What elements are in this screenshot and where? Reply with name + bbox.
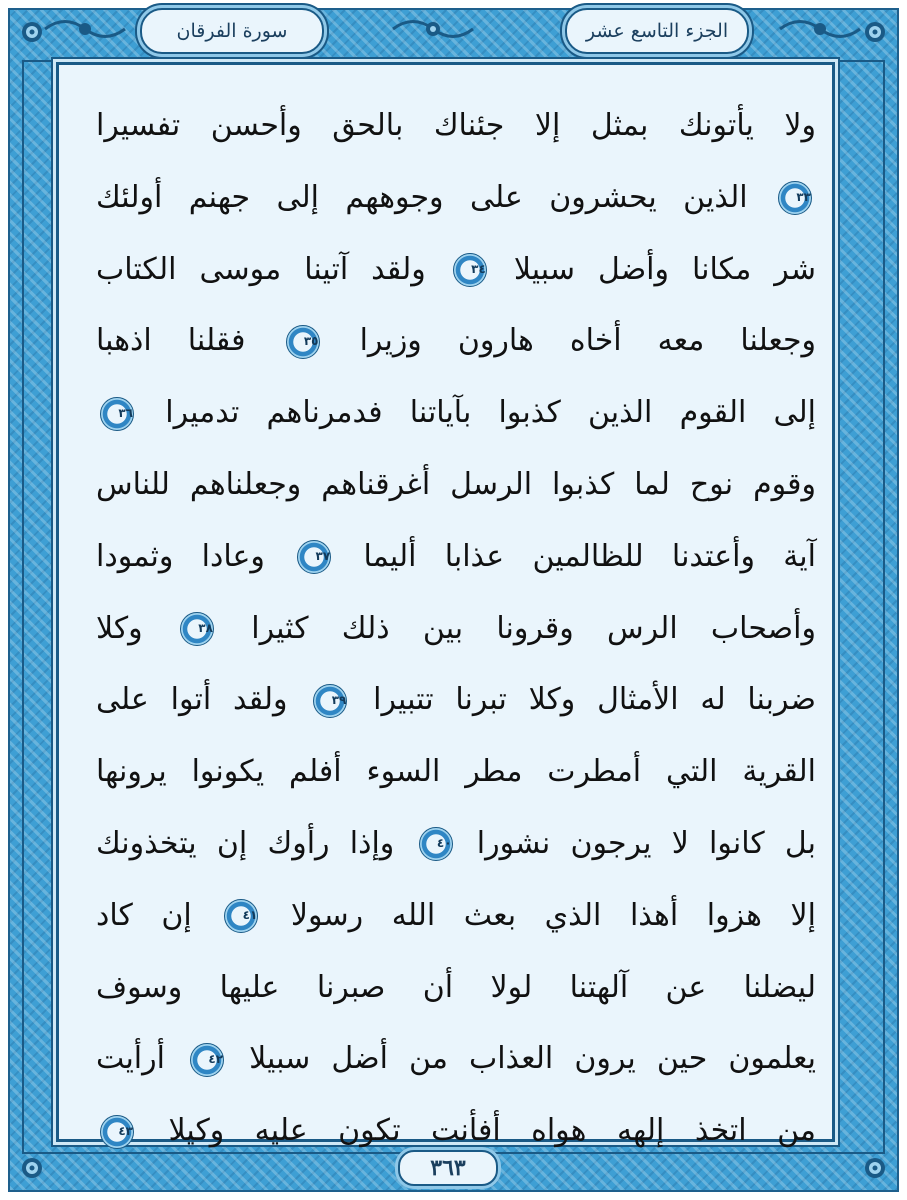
verse-text: ولقد أتوا على bbox=[96, 682, 288, 718]
verse-text: وإذا رأوك إن يتخذونك bbox=[96, 825, 395, 861]
verse-text: بل كانوا لا يرجون نشورا bbox=[476, 825, 816, 861]
verse-text: فقلنا اذهبا bbox=[96, 323, 246, 359]
page-number: ٣٦٣ bbox=[398, 1150, 498, 1186]
juz-title: الجزء التاسع عشر bbox=[565, 8, 749, 54]
verse-line bbox=[96, 305, 816, 377]
verse-text: أرأيت bbox=[96, 1041, 165, 1077]
verse-line bbox=[96, 521, 816, 593]
verse-text: من اتخذ إلهه هواه أفأنت تكون عليه وكيلا bbox=[168, 1113, 816, 1149]
ayah-number-marker: ٣٦ bbox=[100, 397, 134, 431]
ayah-number-marker: ٣٧ bbox=[297, 540, 331, 574]
ayah-number-marker: ٤٢ bbox=[190, 1043, 224, 1077]
verse-text: إن كاد bbox=[96, 897, 192, 933]
floral-ornament-icon bbox=[388, 14, 478, 44]
verse-text: ولقد آتينا موسى الكتاب bbox=[96, 251, 426, 287]
verse-line bbox=[96, 952, 816, 1024]
ayah-number-marker: ٤١ bbox=[224, 899, 258, 933]
verse-text: شر مكانا وأضل سبيلا bbox=[513, 251, 816, 287]
verse-line bbox=[96, 880, 816, 952]
verse-text: إلى القوم الذين كذبوا بآياتنا فدمرناهم تدميرا bbox=[165, 395, 816, 431]
verse-line bbox=[96, 90, 816, 162]
verse-text: القرية التي أمطرت مطر السوء أفلم يكونوا يرونها bbox=[96, 754, 816, 790]
verse-text: آية وأعتدنا للظالمين عذابا أليما bbox=[363, 538, 816, 574]
verse-text: وأصحاب الرس وقرونا بين ذلك كثيرا bbox=[251, 610, 816, 646]
verse-text: الذين يحشرون على وجوههم إلى جهنم أولئك bbox=[96, 179, 748, 215]
verse-line bbox=[96, 377, 816, 449]
ayah-number-marker: ٣٩ bbox=[313, 684, 347, 718]
verse-line bbox=[96, 664, 816, 736]
verse-line bbox=[96, 1023, 816, 1095]
ayah-number-marker: ٣٣ bbox=[778, 181, 812, 215]
verse-text: ولا يأتونك بمثل إلا جئناك بالحق وأحسن تفسيرا bbox=[96, 108, 816, 143]
verse-text: إلا هزوا أهذا الذي بعث الله رسولا bbox=[290, 897, 816, 933]
verse-line bbox=[96, 234, 816, 306]
floral-ornament-icon bbox=[775, 14, 865, 44]
verse-text: يعلمون حين يرون العذاب من أضل سبيلا bbox=[249, 1041, 816, 1077]
verse-line bbox=[96, 736, 816, 808]
surah-title: سورة الفرقان bbox=[140, 8, 324, 54]
verse-lines bbox=[96, 90, 816, 1167]
ayah-number-marker: ٤٠ bbox=[419, 827, 453, 861]
ayah-number-marker: ٣٤ bbox=[453, 253, 487, 287]
verse-line bbox=[96, 808, 816, 880]
floral-ornament-icon bbox=[40, 14, 130, 44]
ayah-number-marker: ٣٥ bbox=[286, 325, 320, 359]
verse-text: ليضلنا عن آلهتنا لولا أن صبرنا عليها وسوف bbox=[96, 969, 816, 1005]
corner-rosette-icon bbox=[863, 1156, 887, 1180]
verse-text: وجعلنا معه أخاه هارون وزيرا bbox=[359, 323, 817, 359]
verse-line bbox=[96, 449, 816, 521]
verse-text: وكلا bbox=[96, 610, 143, 646]
verse-line bbox=[96, 162, 816, 234]
verse-text: ضربنا له الأمثال وكلا تبرنا تتبيرا bbox=[373, 682, 816, 718]
corner-rosette-icon bbox=[863, 20, 887, 44]
verse-line bbox=[96, 593, 816, 665]
ayah-number-marker: ٤٣ bbox=[100, 1115, 134, 1149]
ayah-number-marker: ٣٨ bbox=[180, 612, 214, 646]
verse-text: وقوم نوح لما كذبوا الرسل أغرقناهم وجعلناهم للناس bbox=[96, 466, 816, 502]
verse-text: وعادا وثمودا bbox=[96, 538, 265, 574]
corner-rosette-icon bbox=[20, 1156, 44, 1180]
